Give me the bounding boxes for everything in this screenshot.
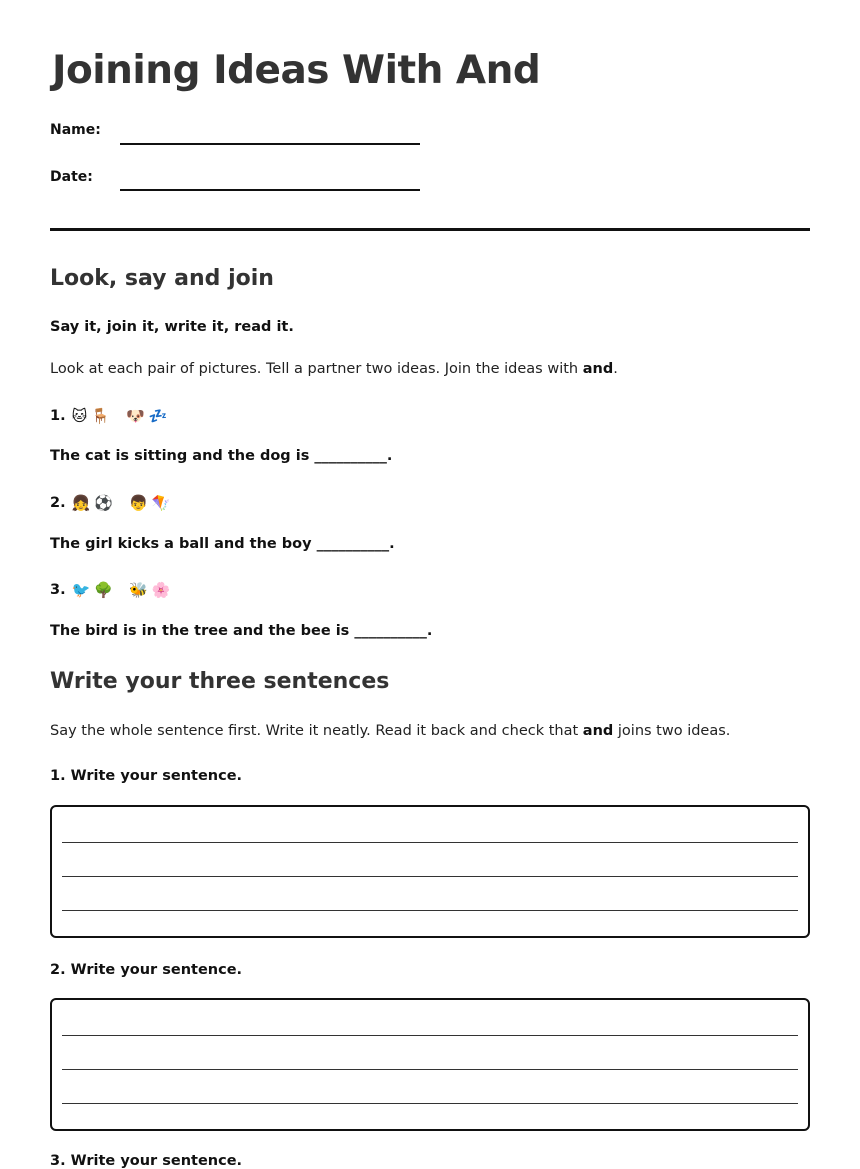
name-field[interactable] xyxy=(120,143,420,145)
picture-pair-3 xyxy=(50,581,174,599)
sentence-frame-2: The girl kicks a ball and the boy __________. xyxy=(50,536,395,552)
writing-line xyxy=(62,910,798,911)
write-prompt-3: 3. Write your sentence. xyxy=(50,1153,243,1169)
item-number: 3. xyxy=(50,582,66,598)
directions-keyword: and xyxy=(582,361,614,377)
section-heading-look-say-join: Look, say and join xyxy=(50,266,274,291)
directions-text xyxy=(50,361,618,377)
name-label: Name: xyxy=(50,122,101,138)
writing-box-1[interactable] xyxy=(50,805,810,938)
writing-box-2[interactable] xyxy=(50,998,810,1131)
instruction-text: Say it, join it, write it, read it. xyxy=(50,319,294,335)
write-directions-text xyxy=(50,723,730,739)
write-prompt-2: 2. Write your sentence. xyxy=(50,962,243,978)
section-heading-write: Write your three sentences xyxy=(50,669,390,694)
bee-icon: 🐝 xyxy=(128,581,148,599)
item-number: 1. xyxy=(50,408,66,424)
boy-icon: 👦 xyxy=(128,494,148,512)
writing-line xyxy=(62,876,798,877)
write-directions-start: Say the whole sentence first. Write it neatly. Read it back and check that xyxy=(50,723,583,739)
sleep-icon: 💤 xyxy=(148,407,168,425)
date-field[interactable] xyxy=(120,189,420,191)
cat-icon: 🐱 xyxy=(71,407,88,425)
item-number: 2. xyxy=(50,495,66,511)
directions-text-start: Look at each pair of pictures. Tell a partner two ideas. Join the ideas with xyxy=(50,361,583,377)
chair-icon: 🪑 xyxy=(91,407,110,425)
page-title: Joining Ideas With And xyxy=(52,48,541,93)
writing-line xyxy=(62,1035,798,1036)
kite-icon: 🪁 xyxy=(151,494,171,512)
sentence-frame-3: The bird is in the tree and the bee is __________. xyxy=(50,623,433,639)
flower-icon: 🌸 xyxy=(151,581,171,599)
tree-icon: 🌳 xyxy=(94,581,113,599)
writing-line xyxy=(62,1069,798,1070)
soccer-ball-icon: ⚽ xyxy=(94,494,113,512)
write-directions-keyword: and xyxy=(582,723,614,739)
writing-line xyxy=(62,842,798,843)
directions-text-end: . xyxy=(613,361,618,377)
dog-icon: 🐶 xyxy=(125,407,145,425)
picture-pair-1 xyxy=(50,407,171,425)
bird-icon: 🐦 xyxy=(71,581,91,599)
writing-line xyxy=(62,1103,798,1104)
picture-pair-2 xyxy=(50,494,174,512)
write-prompt-1: 1. Write your sentence. xyxy=(50,768,243,784)
sentence-frame-1: The cat is sitting and the dog is __________. xyxy=(50,448,393,464)
girl-icon: 👧 xyxy=(71,494,91,512)
section-divider xyxy=(50,228,810,231)
date-label: Date: xyxy=(50,169,93,185)
write-directions-end: joins two ideas. xyxy=(613,723,731,739)
